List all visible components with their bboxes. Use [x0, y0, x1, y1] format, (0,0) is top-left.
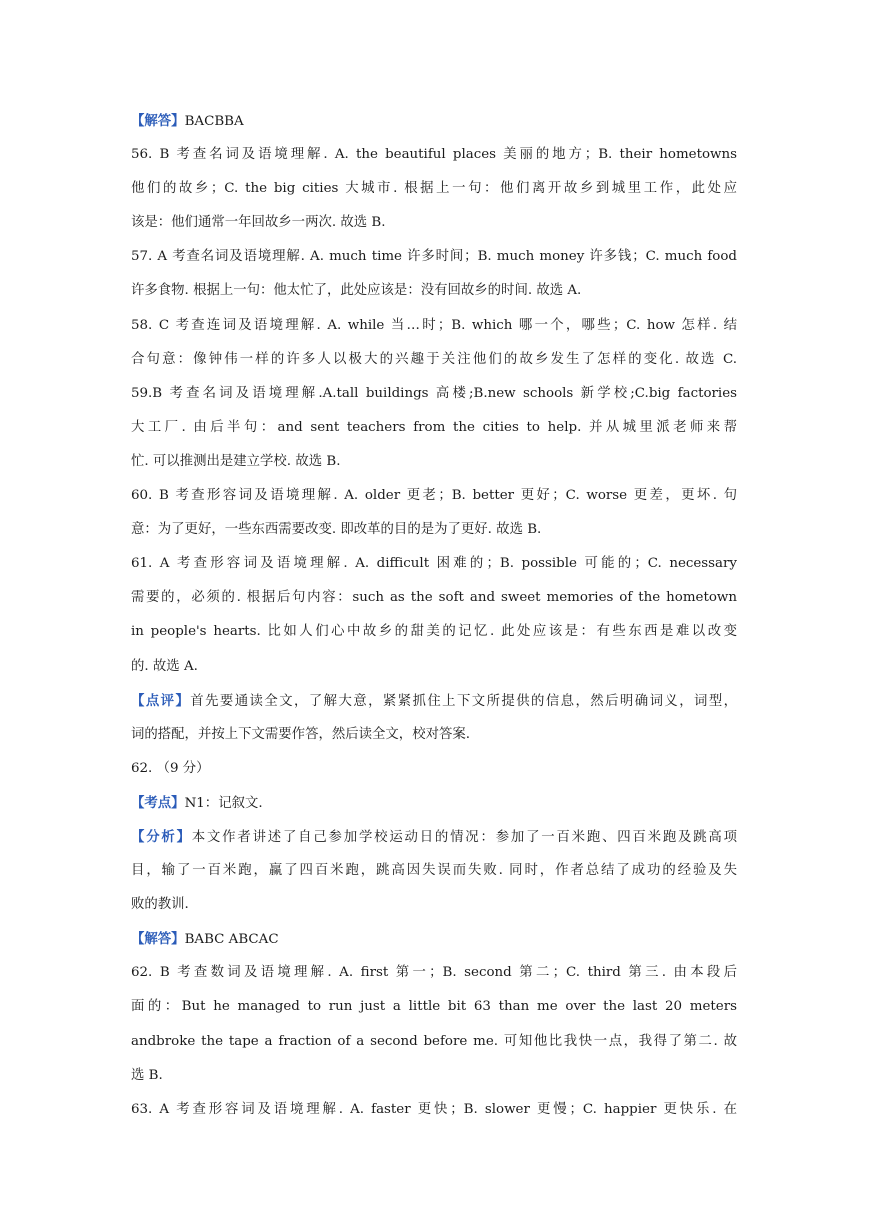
line-text: 的. 故选 A.	[131, 658, 198, 674]
line-text: 62. B 考查数词及语境理解. A. first 第一；B. second 第二；C. third 第三. 由本段后	[131, 965, 737, 981]
line-text: BACBBA	[184, 114, 244, 129]
line-text: 合句意：像钟伟一样的许多人以极大的兴趣于关注他们的故乡发生了怎样的变化. 故选 C.	[131, 351, 737, 367]
text-line	[131, 547, 737, 581]
text-line	[131, 615, 737, 649]
text-line	[131, 888, 737, 922]
section-tag: 【 分析 】	[131, 829, 192, 845]
text-line	[131, 922, 737, 956]
line-text: 63. A 考查形容词及语境理解. A. faster 更快；B. slower 更慢；C. happier 更快乐. 在	[131, 1101, 737, 1117]
section-tag: 【 解答 】	[131, 931, 185, 947]
line-text: 面的：But he managed to run just a little bit 63 than me over the last 20 meters	[131, 999, 737, 1015]
line-text: 首先要通读全文，了解大意，紧紧抓住上下文所提供的信息，然后明确词义，词型，	[190, 693, 737, 709]
line-text: 败的教训.	[131, 897, 189, 913]
section-tag: 【 解答 】	[131, 113, 185, 129]
line-text: 57. A 考查名词及语境理解. A. much time 许多时间；B. much money 许多钱；C. much food	[131, 249, 737, 265]
text-line	[131, 718, 737, 752]
line-text: 本文作者讲述了自己参加学校运动日的情况：参加了一百米跑、四百米跑及跳高项	[191, 829, 737, 845]
text-line	[131, 684, 737, 718]
text-line	[131, 752, 737, 786]
text-line	[131, 513, 737, 547]
line-text: BABC ABCAC	[184, 932, 279, 948]
text-line	[131, 650, 737, 684]
line-text: 忙. 可以推测出是建立学校. 故选 B.	[131, 453, 341, 469]
line-text: 他们的故乡；C. the big cities 大城市. 根据上一句：他们离开故乡到城里工作，此处应	[131, 181, 737, 197]
line-text: 该是：他们通常一年回故乡一两次. 故选 B.	[131, 215, 386, 231]
text-line	[131, 445, 737, 479]
text-line	[131, 820, 737, 854]
line-text: 目，输了一百米跑，赢了四百米跑，跳高因失误而失败. 同时，作者总结了成功的经验及失	[131, 863, 737, 879]
line-text: 需要的，必须的. 根据后句内容：such as the soft and sweet memories of the hometown	[131, 590, 737, 606]
text-line	[131, 479, 737, 513]
line-text: 61. A 考查形容词及语境理解. A. difficult 困难的；B. possible 可能的；C. necessary	[131, 556, 737, 572]
line-text: 许多食物. 根据上一句：他太忙了，此处应该是：没有回故乡的时间. 故选 A.	[131, 283, 582, 299]
text-line	[131, 377, 737, 411]
line-text: 意：为了更好，一些东西需要改变. 即改革的目的是为了更好. 故选 B.	[131, 522, 542, 538]
line-text: 大工厂. 由后半句：and sent teachers from the cities to help. 并从城里派老师来帮	[131, 419, 737, 435]
text-line	[131, 240, 737, 274]
text-line	[131, 172, 737, 206]
text-line	[131, 206, 737, 240]
section-tag: 【 点评 】	[131, 693, 190, 709]
text-line	[131, 786, 737, 820]
text-line	[131, 309, 737, 343]
line-text: 58. C 考查连词及语境理解. A. while 当…时；B. which 哪一个，哪些；C. how 怎样. 结	[131, 317, 737, 333]
line-text: 59.B 考查名词及语境理解.A.tall buildings 高楼;B.new schools 新学校;C.big factories	[131, 385, 737, 401]
text-line	[131, 411, 737, 445]
text-line	[131, 990, 737, 1024]
line-text: 词的搭配，并按上下文需要作答，然后读全文，校对答案.	[131, 726, 471, 742]
text-line	[131, 1059, 737, 1093]
text-line	[131, 138, 737, 172]
line-text: 62. （9 分）	[131, 760, 210, 776]
line-text: N1：记叙文.	[184, 795, 263, 811]
line-text: 选 B.	[131, 1067, 163, 1083]
text-line	[131, 581, 737, 615]
text-line	[131, 1093, 737, 1127]
text-line	[131, 274, 737, 308]
line-text: 56. B 考查名词及语境理解. A. the beautiful places 美丽的地方；B. their hometowns	[131, 147, 737, 163]
text-line	[131, 343, 737, 377]
text-line	[131, 854, 737, 888]
text-line	[131, 104, 737, 138]
section-tag: 【 考点 】	[131, 795, 185, 811]
line-text: 60. B 考查形容词及语境理解. A. older 更老；B. better 更好；C. worse 更差，更坏. 句	[131, 488, 737, 504]
text-line	[131, 1025, 737, 1059]
document-page	[131, 104, 737, 1127]
line-text: in people's hearts. 比如人们心中故乡的甜美的记忆. 此处应该是：有些东西是难以改变	[131, 624, 737, 640]
line-text: andbroke the tape a fraction of a second before me. 可知他比我快一点，我得了第二. 故	[131, 1033, 737, 1049]
text-line	[131, 956, 737, 990]
